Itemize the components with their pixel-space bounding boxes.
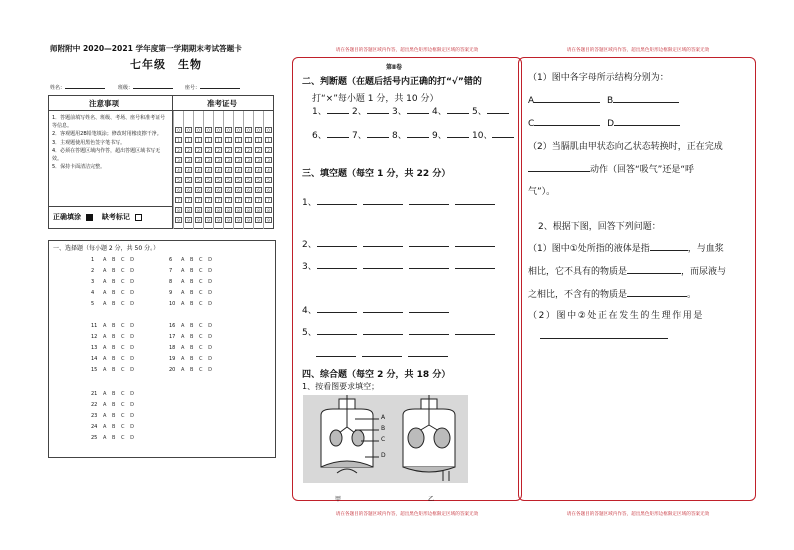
fill-legend: 正确填涂 缺考标记 — [53, 212, 142, 222]
choice-options[interactable]: A B C D — [103, 323, 136, 329]
exam-id-bubble[interactable]: 9 — [185, 217, 192, 223]
choice-options[interactable]: A B C D — [181, 356, 214, 362]
fill-row[interactable] — [302, 347, 454, 360]
exam-id-bubble[interactable]: 5 — [215, 177, 222, 183]
missing-substance-input[interactable] — [627, 264, 681, 274]
figure-label-d: D — [381, 452, 386, 459]
choice-options[interactable]: A B C D — [103, 391, 136, 397]
choice-row[interactable] — [91, 402, 136, 408]
exam-id-bubble[interactable]: 8 — [265, 207, 272, 213]
choice-row[interactable] — [91, 279, 136, 285]
choice-number: 21 — [91, 391, 98, 397]
exam-id-bubble[interactable]: 8 — [185, 207, 192, 213]
right-q2-2a: （2）图中②处正在发生的生理作用是 — [528, 311, 704, 321]
exam-id-bubble[interactable]: 0 — [205, 127, 212, 133]
right-q2-1c: 之相比，不含有的物质是 。 — [528, 287, 696, 300]
exam-id-bubble[interactable]: 0 — [255, 127, 262, 133]
part2-label: 第Ⅱ卷 — [386, 64, 402, 71]
warning-top-right: 请在各题目的答题区域内作答，超出黑色矩形边框限定区域的答案无效 — [566, 48, 710, 53]
choice-number: 22 — [91, 402, 98, 408]
choice-number: 3 — [91, 279, 95, 285]
choice-number: 18 — [169, 345, 176, 351]
exam-id-bubble[interactable]: 2 — [205, 147, 212, 153]
choice-row[interactable] — [169, 367, 214, 373]
choice-options[interactable]: A B C D — [103, 290, 136, 296]
choice-number: 25 — [91, 435, 98, 441]
choice-number: 2 — [91, 268, 95, 274]
lung-model-figure — [303, 395, 468, 483]
exam-id-bubble[interactable]: 2 — [185, 147, 192, 153]
exam-id-bubble[interactable]: 8 — [195, 207, 202, 213]
exam-id-bubble[interactable]: 1 — [225, 137, 232, 143]
exam-id-bubble[interactable]: 6 — [235, 187, 242, 193]
urine-substance-input[interactable] — [627, 287, 687, 297]
exam-id-bubble[interactable]: 2 — [215, 147, 222, 153]
choice-section — [48, 240, 276, 458]
breath-answer-input[interactable] — [528, 162, 590, 172]
choice-options[interactable]: A B C D — [181, 268, 214, 274]
choice-number: 11 — [91, 323, 98, 329]
exam-id-bubble[interactable]: 9 — [255, 217, 262, 223]
right-q2-1a: （1）图中①处所指的液体是指 ，与血浆 — [528, 241, 724, 254]
choice-options[interactable]: A B C D — [181, 345, 214, 351]
choice-number: 12 — [91, 334, 98, 340]
exam-id-bubble[interactable]: 6 — [215, 187, 222, 193]
exam-id-bubble[interactable]: 0 — [225, 127, 232, 133]
choice-number: 20 — [169, 367, 176, 373]
judge-item[interactable]: 9、 — [432, 128, 469, 141]
exam-id-bubble[interactable]: 9 — [175, 217, 182, 223]
exam-id-bubble[interactable]: 5 — [235, 177, 242, 183]
choice-options[interactable]: A B C D — [181, 301, 214, 307]
choice-options[interactable]: A B C D — [103, 356, 136, 362]
choice-options[interactable]: A B C D — [181, 323, 214, 329]
physiology-answer-line[interactable] — [540, 329, 668, 342]
exam-id-bubble[interactable]: 7 — [195, 197, 202, 203]
warning-top-mid: 请在各题目的答题区域内作答，超出黑色矩形边框限定区域的答案无效 — [335, 48, 479, 53]
exam-id-bubble[interactable]: 4 — [215, 167, 222, 173]
exam-id-bubble[interactable]: 4 — [265, 167, 272, 173]
fill-row[interactable]: 2、 — [302, 237, 501, 250]
choice-options[interactable]: A B C D — [103, 413, 136, 419]
choice-options[interactable]: A B C D — [181, 290, 214, 296]
right-q1-2b: 动作（回答“吸气”还是“呼 — [528, 162, 694, 175]
exam-id-bubble[interactable]: 1 — [265, 137, 272, 143]
figure-label-a: A — [381, 414, 386, 421]
choice-options[interactable]: A B C D — [103, 402, 136, 408]
choice-row[interactable] — [169, 268, 214, 274]
exam-id-bubble[interactable]: 9 — [265, 217, 272, 223]
exam-id-bubble[interactable]: 0 — [245, 127, 252, 133]
exam-id-bubble[interactable]: 5 — [205, 177, 212, 183]
exam-id-bubble[interactable]: 8 — [225, 207, 232, 213]
choice-number: 6 — [169, 257, 173, 263]
judge-item[interactable]: 7、 — [352, 128, 389, 141]
judge-item[interactable]: 2、 — [352, 104, 389, 117]
choice-row[interactable] — [169, 257, 214, 263]
judge-item[interactable]: 1、 — [312, 104, 349, 117]
choice-options[interactable]: A B C D — [103, 268, 136, 274]
name-field[interactable]: 姓名： — [50, 83, 105, 91]
exam-id-bubble[interactable]: 3 — [185, 157, 192, 163]
exam-id-bubble[interactable]: 7 — [245, 197, 252, 203]
choice-options[interactable]: A B C D — [181, 334, 214, 340]
exam-id-bubble[interactable]: 3 — [215, 157, 222, 163]
choice-options[interactable]: A B C D — [103, 345, 136, 351]
answer-a-b: A B — [528, 93, 679, 106]
exam-id-bubble[interactable]: 1 — [235, 137, 242, 143]
answer-a-input[interactable] — [534, 93, 600, 103]
figure-caption-yi: 乙 — [428, 496, 435, 503]
choice-row[interactable] — [169, 345, 214, 351]
choice-row[interactable] — [91, 334, 136, 340]
exam-id-bubble[interactable]: 6 — [185, 187, 192, 193]
exam-id-bubble[interactable]: 5 — [185, 177, 192, 183]
exam-id-bubble[interactable]: 2 — [195, 147, 202, 153]
right-q1-2c: 气”）。 — [528, 187, 556, 197]
choice-options[interactable]: A B C D — [103, 424, 136, 430]
choice-number: 19 — [169, 356, 176, 362]
answer-c-d: C D — [528, 116, 680, 129]
warning-bottom-right: 请在各题目的答题区域内作答，超出黑色矩形边框限定区域的答案无效 — [566, 512, 710, 517]
choice-row[interactable] — [91, 391, 136, 397]
choice-options[interactable]: A B C D — [103, 301, 136, 307]
answer-b-input[interactable] — [613, 93, 679, 103]
exam-id-bubble[interactable]: 9 — [245, 217, 252, 223]
right-q1-2a: （2）当膈肌由甲状态向乙状态转换时，正在完成 — [528, 142, 723, 152]
exam-id-bubble[interactable]: 3 — [175, 157, 182, 163]
exam-id-bubble[interactable]: 3 — [245, 157, 252, 163]
exam-id-bubble[interactable]: 2 — [255, 147, 262, 153]
sheet-subtitle: 七年级 生物 — [130, 58, 202, 71]
choice-row[interactable] — [91, 268, 136, 274]
judge-item[interactable]: 5、 — [472, 104, 509, 117]
choice-number: 13 — [91, 345, 98, 351]
choice-row[interactable] — [91, 424, 136, 430]
exam-id-bubble[interactable]: 3 — [205, 157, 212, 163]
comp-q1: 1、按看图要求填空； — [302, 382, 380, 391]
figure-label-c: C — [381, 436, 386, 443]
choice-number: 15 — [91, 367, 98, 373]
choice-options[interactable]: A B C D — [103, 367, 136, 373]
exam-id-bubble[interactable]: 3 — [255, 157, 262, 163]
exam-id-bubble[interactable]: 7 — [215, 197, 222, 203]
choice-row[interactable] — [91, 367, 136, 373]
exam-id-bubble[interactable]: 7 — [205, 197, 212, 203]
right-q2: 2、根据下图，回答下列问题： — [538, 222, 661, 232]
choice-number: 4 — [91, 290, 95, 296]
judge-item[interactable]: 8、 — [392, 128, 429, 141]
exam-id-bubble[interactable]: 6 — [225, 187, 232, 193]
choice-number: 5 — [91, 301, 95, 307]
exam-id-bubble[interactable]: 2 — [175, 147, 182, 153]
judge-item[interactable]: 10、 — [472, 128, 514, 141]
choice-number: 17 — [169, 334, 176, 340]
exam-id-bubble[interactable]: 2 — [265, 147, 272, 153]
exam-id-bubble[interactable]: 0 — [195, 127, 202, 133]
exam-id-bubble[interactable]: 8 — [245, 207, 252, 213]
choice-number: 1 — [91, 257, 95, 263]
choice-row[interactable] — [169, 301, 214, 307]
choice-number: 24 — [91, 424, 98, 430]
choice-options[interactable]: A B C D — [103, 334, 136, 340]
exam-id-bubble[interactable]: 4 — [225, 167, 232, 173]
choice-row[interactable] — [91, 413, 136, 419]
filled-mark-icon — [86, 214, 93, 221]
choice-options[interactable]: A B C D — [103, 279, 136, 285]
choice-number: 23 — [91, 413, 98, 419]
exam-id-bubble[interactable]: 4 — [185, 167, 192, 173]
exam-id-bubble[interactable]: 8 — [215, 207, 222, 213]
exam-id-bubble[interactable]: 9 — [235, 217, 242, 223]
exam-id-bubble[interactable]: 4 — [205, 167, 212, 173]
absent-mark-checkbox[interactable] — [135, 214, 142, 221]
fill-row[interactable] — [302, 217, 316, 227]
exam-id-bubble[interactable]: 8 — [255, 207, 262, 213]
exam-id-bubble[interactable]: 3 — [235, 157, 242, 163]
choice-options[interactable]: A B C D — [103, 257, 136, 263]
exam-id-bubble[interactable]: 5 — [265, 177, 272, 183]
choice-row[interactable] — [169, 323, 214, 329]
exam-id-bubble[interactable]: 0 — [215, 127, 222, 133]
exam-id-bubble[interactable]: 3 — [195, 157, 202, 163]
choice-row[interactable] — [169, 356, 214, 362]
liquid-answer-input[interactable] — [650, 241, 688, 251]
exam-id-bubble[interactable]: 3 — [265, 157, 272, 163]
judge-item[interactable]: 4、 — [432, 104, 469, 117]
exam-id-bubble[interactable]: 6 — [205, 187, 212, 193]
judge-heading-2: 打“×”每小题 1 分，共 10 分） — [312, 94, 439, 104]
notes-list: 1．答题前填写姓名、班级、考场、座号和准考证号等信息。 2．客观题用2B铅笔填涂；修改时用橡皮擦干净。 3．主观题使用黑色签字笔书写。 4．必须在答题区域内作答，超出答题区域书写无效。 5．保持卡面清洁完整。 — [52, 115, 166, 171]
exam-id-bubble[interactable]: 8 — [205, 207, 212, 213]
seat-field[interactable]: 座号： — [185, 83, 240, 91]
exam-id-bubble[interactable]: 7 — [175, 197, 182, 203]
exam-id-bubble[interactable]: 4 — [175, 167, 182, 173]
exam-id-bubble[interactable]: 9 — [195, 217, 202, 223]
choice-row[interactable] — [91, 356, 136, 362]
exam-id-bubble[interactable]: 4 — [255, 167, 262, 173]
exam-id-bubble[interactable]: 6 — [175, 187, 182, 193]
choice-number: 16 — [169, 323, 176, 329]
right-q1-1: （1）图中各字母所示结构分别为： — [528, 73, 669, 83]
fill-row[interactable] — [302, 281, 316, 291]
exam-id-bubble[interactable]: 1 — [215, 137, 222, 143]
exam-id-bubble[interactable]: 8 — [175, 207, 182, 213]
choice-options[interactable]: A B C D — [103, 435, 136, 441]
fill-row[interactable]: 5、 — [302, 325, 501, 338]
judge-item[interactable]: 3、 — [392, 104, 429, 117]
exam-id-bubble[interactable]: 7 — [255, 197, 262, 203]
class-field[interactable]: 班级： — [118, 83, 173, 91]
exam-id-bubble[interactable]: 6 — [265, 187, 272, 193]
choice-row[interactable] — [169, 290, 214, 296]
choice-number: 9 — [169, 290, 173, 296]
exam-id-bubble[interactable]: 1 — [195, 137, 202, 143]
exam-id-bubble[interactable]: 1 — [255, 137, 262, 143]
exam-id-bubble[interactable]: 8 — [235, 207, 242, 213]
fill-row[interactable]: 3、 — [302, 259, 501, 272]
judge-item[interactable]: 6、 — [312, 128, 349, 141]
choice-options[interactable]: A B C D — [181, 279, 214, 285]
choice-number: 8 — [169, 279, 173, 285]
exam-id-bubble[interactable]: 1 — [205, 137, 212, 143]
choice-row[interactable] — [91, 435, 136, 441]
exam-id-bubble[interactable]: 9 — [205, 217, 212, 223]
exam-id-bubble[interactable]: 9 — [215, 217, 222, 223]
choice-row[interactable] — [91, 345, 136, 351]
choice-number: 14 — [91, 356, 98, 362]
exam-id-bubble[interactable]: 6 — [255, 187, 262, 193]
exam-id-bubble[interactable]: 7 — [235, 197, 242, 203]
exam-id-bubble[interactable]: 4 — [235, 167, 242, 173]
choice-row[interactable] — [91, 290, 136, 296]
exam-id-bubble[interactable]: 1 — [185, 137, 192, 143]
exam-id-bubble[interactable]: 5 — [255, 177, 262, 183]
sheet-title: 师附附中 2020—2021 学年度第一学期期末考试答题卡 — [50, 44, 242, 53]
exam-id-bubble[interactable]: 7 — [265, 197, 272, 203]
notes-heading: 注意事项 — [89, 99, 119, 108]
exam-id-bubble[interactable]: 0 — [185, 127, 192, 133]
fill-heading: 三、填空题（每空 1 分，共 22 分） — [302, 169, 451, 179]
info-box — [48, 95, 274, 229]
choice-row[interactable] — [91, 323, 136, 329]
exam-id-bubble[interactable]: 1 — [245, 137, 252, 143]
choice-options[interactable]: A B C D — [181, 367, 214, 373]
choice-number: 7 — [169, 268, 173, 274]
warning-bottom-mid: 请在各题目的答题区域内作答，超出黑色矩形边框限定区域的答案无效 — [335, 512, 479, 517]
exam-id-bubble[interactable]: 7 — [185, 197, 192, 203]
exam-id-bubble[interactable]: 5 — [175, 177, 182, 183]
exam-id-bubble[interactable]: 0 — [235, 127, 242, 133]
choice-options[interactable]: A B C D — [181, 257, 214, 263]
judge-heading: 二、判断题（在题后括号内正确的打“√”错的 — [302, 77, 482, 87]
choice-number: 10 — [169, 301, 176, 307]
exam-id-bubble[interactable]: 2 — [245, 147, 252, 153]
exam-id-bubble[interactable]: 6 — [245, 187, 252, 193]
choice-row[interactable] — [91, 257, 136, 263]
exam-id-bubble[interactable]: 5 — [225, 177, 232, 183]
exam-id-grid[interactable] — [173, 111, 274, 229]
choice-heading: 一、选择题（每小题 2 分，共 50 分。） — [53, 245, 160, 252]
choice-row[interactable] — [169, 279, 214, 285]
figure-caption-jia: 甲 — [335, 496, 342, 503]
exam-id-bubble[interactable]: 0 — [175, 127, 182, 133]
exam-id-bubble[interactable]: 9 — [225, 217, 232, 223]
exam-id-bubble[interactable]: 7 — [225, 197, 232, 203]
answer-d-input[interactable] — [614, 116, 680, 126]
comp-heading: 四、综合题（每空 2 分，共 18 分） — [302, 370, 451, 380]
exam-id-bubble[interactable]: 2 — [225, 147, 232, 153]
exam-id-bubble[interactable]: 6 — [195, 187, 202, 193]
exam-id-bubble[interactable]: 5 — [195, 177, 202, 183]
exam-id-heading: 准考证号 — [207, 99, 237, 108]
exam-id-bubble[interactable]: 2 — [235, 147, 242, 153]
figure-label-b: B — [381, 425, 386, 432]
choice-row[interactable] — [169, 334, 214, 340]
exam-id-bubble[interactable]: 1 — [175, 137, 182, 143]
exam-id-bubble[interactable]: 4 — [195, 167, 202, 173]
right-q2-1b: 相比，它不具有的物质是 ，而尿液与 — [528, 264, 726, 277]
exam-id-bubble[interactable]: 0 — [265, 127, 272, 133]
answer-c-input[interactable] — [534, 116, 600, 126]
fill-row[interactable]: 1、 — [302, 195, 501, 208]
choice-row[interactable] — [91, 301, 136, 307]
exam-id-bubble[interactable]: 5 — [245, 177, 252, 183]
fill-row[interactable]: 4、 — [302, 303, 455, 316]
exam-id-bubble[interactable]: 4 — [245, 167, 252, 173]
exam-id-bubble[interactable]: 3 — [225, 157, 232, 163]
